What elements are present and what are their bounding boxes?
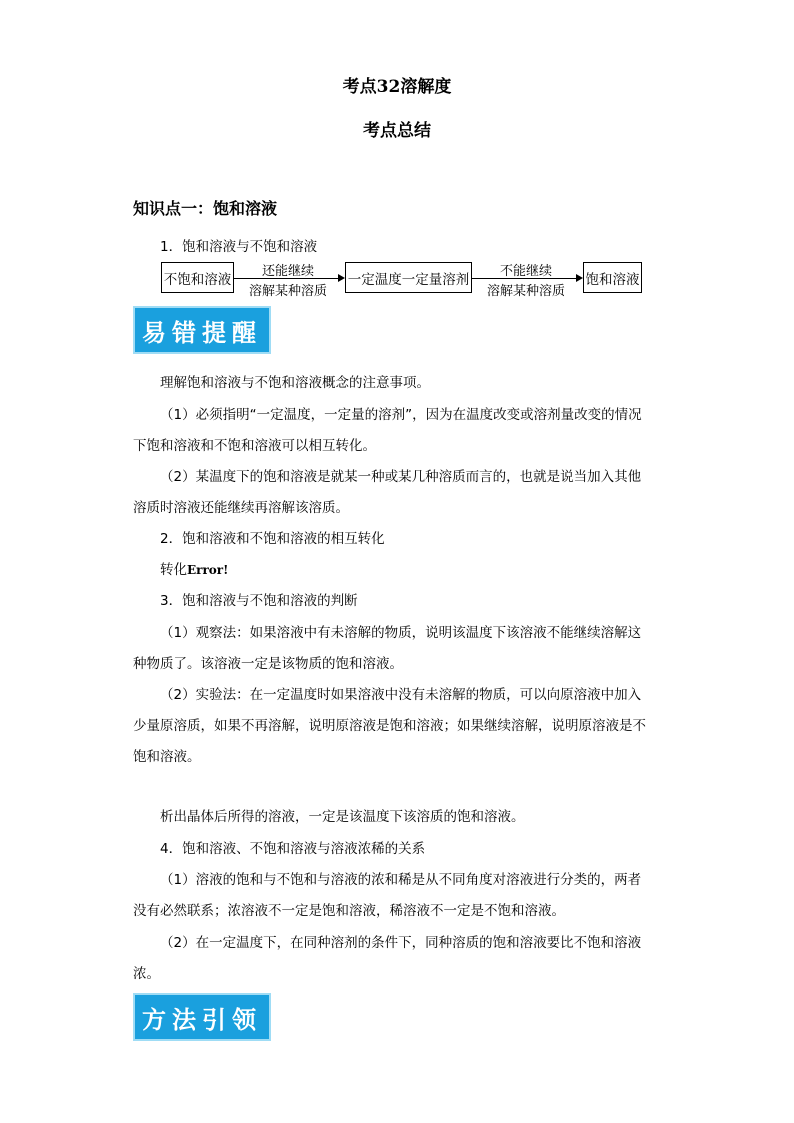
flow-box-saturated: 饱和溶液	[583, 262, 642, 293]
note-6-line-2: 浓。	[133, 966, 160, 982]
section-heading: 知识点一：饱和溶液	[133, 199, 278, 218]
note-1-line-2: 下饱和溶液和不饱和溶液可以相互转化。	[133, 438, 376, 454]
item-1-heading: 1．饱和溶液与不饱和溶液	[160, 239, 318, 255]
flow-cond-1-bottom: 溶解某种溶质	[248, 284, 327, 299]
crystal-note: 析出晶体后所得的溶液，一定是该温度下该溶质的饱和溶液。	[160, 809, 525, 825]
note-5-line-1: （1）溶液的饱和与不饱和与溶液的浓和稀是从不同角度对溶液进行分类的，两者	[160, 872, 642, 888]
conversion-line	[160, 558, 228, 578]
banner-common-mistakes: 易错提醒	[133, 306, 271, 354]
flow-cond-1-top: 还能继续	[261, 264, 314, 279]
page-title: 考点32溶解度	[342, 77, 452, 97]
item-4-heading: 4．饱和溶液、不饱和溶液与溶液浓稀的关系	[160, 841, 426, 857]
flow-cond-2-top: 不能继续	[499, 264, 552, 279]
conversion-label: 转化	[160, 562, 187, 578]
note-4-line-1: （2）实验法：在一定温度时如果溶液中没有未溶解的物质，可以向原溶液中加入	[160, 687, 642, 703]
item-3-heading: 3．饱和溶液与不饱和溶液的判断	[160, 593, 358, 609]
flow-box-unsaturated: 不饱和溶液	[161, 262, 234, 293]
note-4-line-2: 少量原溶质，如果不再溶解，说明原溶液是饱和溶液；如果继续溶解，说明原溶液是不	[133, 718, 646, 734]
note-6-line-1: （2）在一定温度下，在同种溶剂的条件下，同种溶质的饱和溶液要比不饱和溶液	[160, 935, 642, 951]
page-subtitle: 考点总结	[363, 121, 431, 141]
flow-box-condition: 一定温度一定量溶剂	[345, 262, 472, 293]
note-5-line-2: 没有必然联系；浓溶液不一定是饱和溶液，稀溶液不一定是不饱和溶液。	[133, 903, 565, 919]
note-4-line-3: 饱和溶液。	[133, 749, 201, 765]
note-3-line-1: （1）观察法：如果溶液中有未溶解的物质，说明该温度下该溶液不能继续溶解这	[160, 625, 642, 641]
notes-intro: 理解饱和溶液与不饱和溶液概念的注意事项。	[160, 375, 430, 391]
note-2-line-1: （2）某温度下的饱和溶液是就某一种或某几种溶质而言的，也就是说当加入其他	[160, 469, 642, 485]
item-2-heading: 2．饱和溶液和不饱和溶液的相互转化	[160, 531, 385, 547]
error-text: Error!	[187, 563, 229, 577]
flow-cond-2-bottom: 溶解某种溶质	[486, 284, 565, 299]
note-3-line-2: 种物质了。该溶液一定是该物质的饱和溶液。	[133, 656, 403, 672]
banner-method-guide: 方法引领	[133, 993, 271, 1041]
note-1-line-1: （1）必须指明“一定温度，一定量的溶剂”，因为在温度改变或溶剂量改变的情况	[160, 407, 642, 423]
note-2-line-2: 溶质时溶液还能继续再溶解该溶质。	[133, 500, 349, 516]
